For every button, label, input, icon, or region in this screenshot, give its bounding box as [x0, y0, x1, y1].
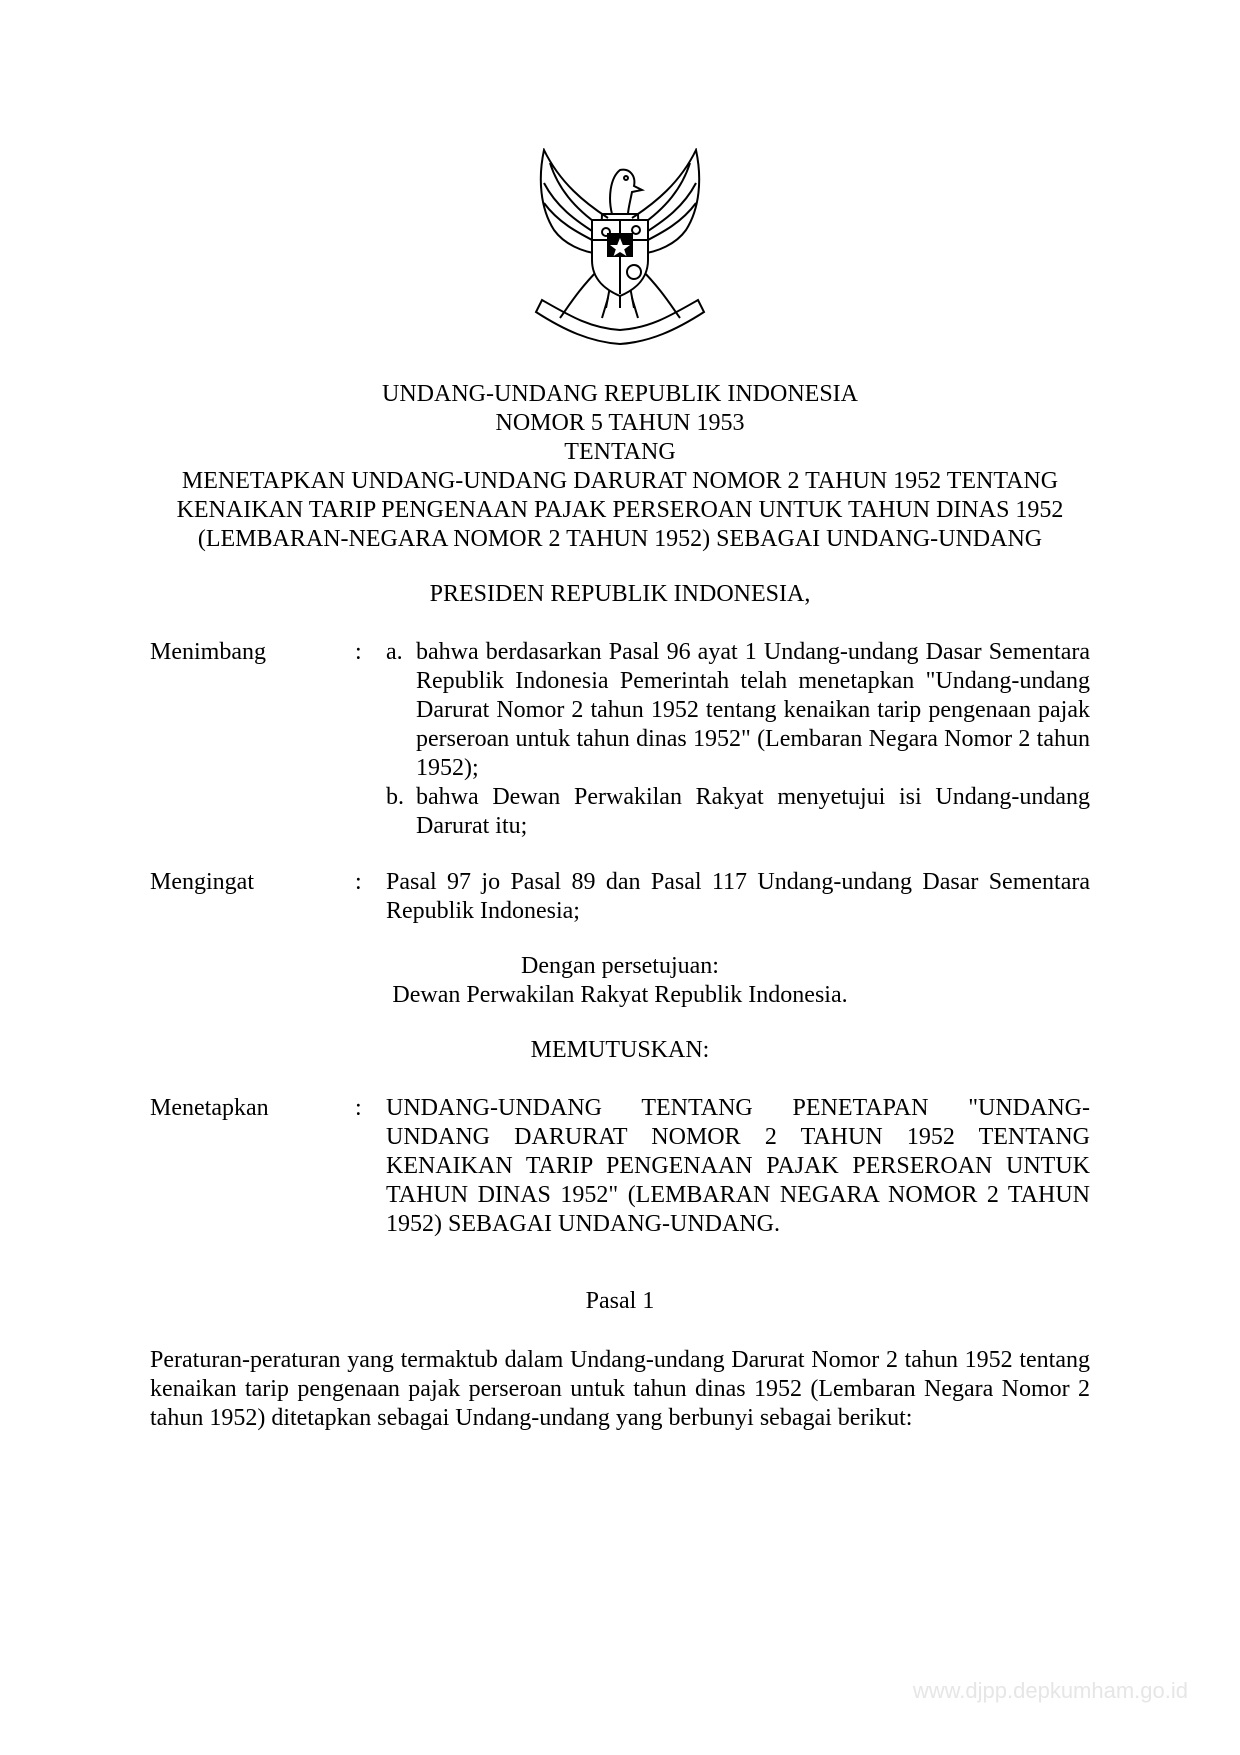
menimbang-colon: : [355, 639, 362, 665]
persetujuan-line-1: Dengan persetujuan: [521, 953, 719, 979]
document-heading [150, 380, 1090, 554]
watermark-url: www.djpp.depkumham.go.id [912, 1678, 1188, 1703]
menetapkan-label: Menetapkan [150, 1095, 269, 1121]
menimbang-item [386, 638, 1090, 783]
item-marker: b. [386, 784, 404, 810]
menimbang-item [386, 783, 1090, 841]
heading-subject-line-3: (LEMBARAN-NEGARA NOMOR 2 TAHUN 1952) SEBAGAI UNDANG-UNDANG [197, 526, 1043, 552]
mengingat-colon: : [355, 869, 362, 895]
president-title: PRESIDEN REPUBLIK INDONESIA, [429, 581, 811, 607]
menetapkan-text: UNDANG-UNDANG TENTANG PENETAPAN "UNDANG-UNDANG DARURAT NOMOR 2 TAHUN 1952 TENTANG KENAIKAN TARIP PENGENAAN PAJAK PERSEROAN UNTUK TAHUN DINAS 1952" (LEMBARAN NEGARA NOMOR 2 TAHUN 1952) SEBAGAI UNDANG-UNDANG. [386, 1095, 1090, 1237]
item-marker: a. [386, 639, 403, 665]
heading-tentang: TENTANG [564, 439, 676, 465]
pasal-1-title: Pasal 1 [585, 1288, 655, 1314]
heading-number: NOMOR 5 TAHUN 1953 [495, 410, 745, 436]
pasal-1-text: Peraturan-peraturan yang termaktub dalam Undang-undang Darurat Nomor 2 tahun 1952 tentang kenaikan tarip pengenaan pajak perseroan untuk tahun dinas 1952 (Lembaran Negara Nomor 2 tahun 1952) ditetapkan sebagai Undang-undang yang berbunyi sebagai berikut: [150, 1347, 1090, 1431]
mengingat-label: Mengingat [150, 869, 254, 895]
heading-subject-line-1: MENETAPKAN UNDANG-UNDANG DARURAT NOMOR 2 TAHUN 1952 TENTANG [181, 468, 1059, 494]
menetapkan-colon: : [355, 1095, 362, 1121]
heading-title: UNDANG-UNDANG REPUBLIK INDONESIA [382, 381, 858, 407]
item-text: bahwa berdasarkan Pasal 96 ayat 1 Undang-undang Dasar Sementara Republik Indonesia Pemerintah telah menetapkan "Undang-undang Darurat Nomor 2 tahun 1952 tentang kenaikan tarip pengenaan pajak perseroan untuk tahun dinas 1952" (Lembaran Negara Nomor 2 tahun 1952); [416, 639, 1090, 781]
persetujuan-block [150, 952, 1090, 1010]
menimbang-items [386, 638, 1090, 841]
garuda-pancasila-emblem-icon [530, 148, 710, 348]
item-text: bahwa Dewan Perwakilan Rakyat menyetujui isi Undang-undang Darurat itu; [416, 784, 1090, 839]
persetujuan-line-2: Dewan Perwakilan Rakyat Republik Indonesia. [392, 982, 848, 1008]
memutuskan-heading: MEMUTUSKAN: [530, 1037, 710, 1063]
menimbang-label: Menimbang [150, 639, 266, 665]
heading-subject-line-2: KENAIKAN TARIP PENGENAAN PAJAK PERSEROAN UNTUK TAHUN DINAS 1952 [176, 497, 1064, 523]
mengingat-text: Pasal 97 jo Pasal 89 dan Pasal 117 Undang-undang Dasar Sementara Republik Indonesia; [386, 869, 1090, 924]
